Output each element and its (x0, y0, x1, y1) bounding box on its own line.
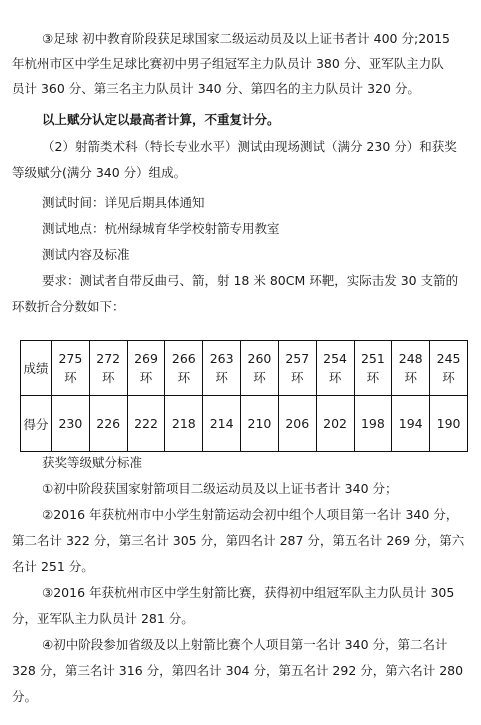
score-cell: 198 (354, 396, 392, 452)
section2-line-2: 等级赋分(满分 340 分）组成。 (12, 165, 187, 180)
test-content: 测试内容及标准 (42, 247, 130, 262)
ring-cell: 275 环 (52, 341, 90, 396)
score-cell: 206 (278, 396, 316, 452)
score-cell: 194 (392, 396, 430, 452)
table-row-scores (21, 396, 468, 452)
table-header-cell: 成绩 (21, 341, 52, 396)
football-line-2: 年杭州市区中学生足球比赛初中男子组冠军主力队员计 380 分、亚军队主力队 (12, 56, 444, 71)
score-cell: 202 (316, 396, 354, 452)
award-3-line-2: 分，亚军队主力队员计 281 分。 (12, 611, 194, 626)
football-line-1: ③足球 初中教育阶段获足球国家二级运动员及以上证书者计 400 分;2015 (42, 31, 451, 46)
score-cell: 218 (165, 396, 203, 452)
score-cell: 222 (127, 396, 165, 452)
award-1: ①初中阶段获国家射箭项目二级运动员及以上证书者计 340 分； (42, 481, 398, 496)
section2-line-1: （2）射箭类术科（特长专业水平）测试由现场测试（满分 230 分）和获奖 (42, 139, 457, 154)
score-cell: 190 (430, 396, 468, 452)
football-line-3: 员计 360 分、第三名主力队员计 340 分、第四名的主力队员计 320 分。 (12, 81, 420, 96)
award-2-line-2: 第二名计 322 分，第三名计 305 分，第四名计 287 分，第五名计 269 分，第六 (12, 533, 465, 548)
score-cell: 210 (241, 396, 279, 452)
award-4-line-1: ④初中阶段参加省级及以上射箭比赛个人项目第一名计 340 分，第二名计 (42, 637, 448, 652)
award-2-line-1: ②2016 年获杭州市中小学生射箭运动会初中组个人项目第一名计 340 分， (42, 507, 459, 522)
table-header-cell: 得分 (21, 396, 52, 452)
score-cell: 226 (89, 396, 127, 452)
score-cell: 214 (203, 396, 241, 452)
ring-cell: 266 环 (165, 341, 203, 396)
award-title: 获奖等级赋分标准 (42, 455, 143, 470)
ring-cell: 272 环 (89, 341, 127, 396)
ring-cell: 248 环 (392, 341, 430, 396)
ring-cell: 251 环 (354, 341, 392, 396)
ring-cell: 269 环 (127, 341, 165, 396)
table-row-rings (21, 341, 468, 396)
award-4-line-2: 328 分，第三名计 316 分，第四名计 304 分，第五名计 292 分，第六名计 280 (12, 663, 464, 678)
requirement-line-2: 环数折合分数如下： (12, 299, 125, 314)
bold-note: 以上赋分认定以最高者计算，不重复计分。 (42, 112, 280, 127)
award-2-line-3: 名计 251 分。 (12, 559, 94, 574)
requirement-line-1: 要求：测试者自带反曲弓、箭，射 18 米 80CM 环靶，实际击发 30 支箭的 (42, 273, 459, 288)
score-table (20, 340, 468, 452)
award-3-line-1: ③2016 年获杭州市区中学生射箭比赛，获得初中组冠军队主力队员计 305 (42, 585, 455, 600)
ring-cell: 245 环 (430, 341, 468, 396)
test-time: 测试时间：详见后期具体通知 (42, 195, 205, 210)
score-cell: 230 (52, 396, 90, 452)
test-place: 测试地点：杭州绿城育华学校射箭专用教室 (42, 221, 280, 236)
ring-cell: 263 环 (203, 341, 241, 396)
ring-cell: 257 环 (278, 341, 316, 396)
ring-cell: 254 环 (316, 341, 354, 396)
ring-cell: 260 环 (241, 341, 279, 396)
award-4-line-3: 分。 (12, 689, 38, 704)
